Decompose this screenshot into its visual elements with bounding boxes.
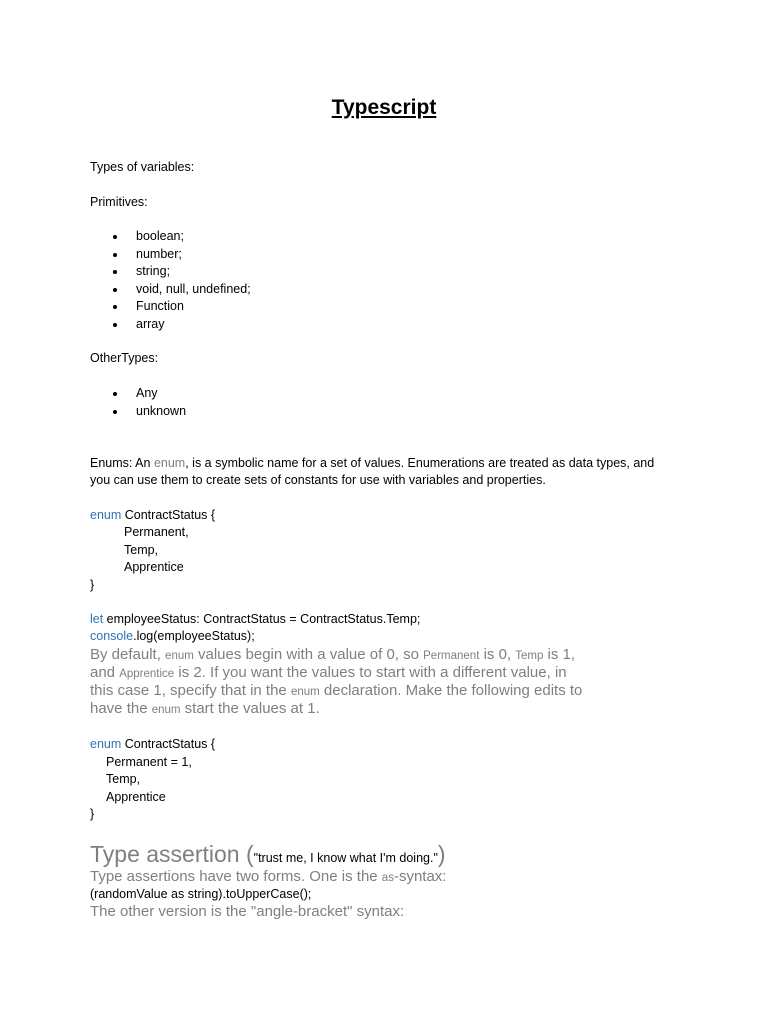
default-paragraph-line3 (90, 682, 582, 701)
text: is 0, (479, 646, 516, 663)
primitives-list (112, 228, 251, 333)
types-heading: Types of variables: (90, 160, 195, 174)
text: declaration. Make the following edits to (319, 682, 583, 699)
text: start the values at 1. (180, 700, 320, 717)
heading-text: ) (437, 841, 446, 867)
text: , is a symbolic name for a set of values. Enumerations are treated as data types, and (185, 456, 655, 470)
text: this case 1, specify that in the (90, 682, 291, 699)
keyword: enum (90, 508, 122, 522)
default-paragraph-line1 (90, 646, 575, 665)
page-title: Typescript (331, 96, 437, 119)
code-text: ContractStatus { (121, 737, 216, 751)
code-line (90, 628, 255, 645)
list-item: unknown (112, 403, 186, 421)
text: is 1, (543, 646, 576, 663)
keyword: console (90, 629, 134, 643)
code-line: Temp, (124, 543, 159, 557)
inline-code: enum (290, 686, 320, 698)
assertion-example-code: (randomValue as string).toUpperCase(); (90, 887, 312, 901)
keyword: enum (90, 737, 122, 751)
keyword: let (90, 612, 104, 626)
code-line: Apprentice (124, 560, 184, 574)
primitives-label: Primitives: (90, 195, 148, 209)
text: have the (90, 700, 152, 717)
code-line: } (90, 807, 95, 821)
other-types-list (112, 385, 186, 420)
text: Enums: An (90, 456, 154, 470)
text: Type assertions have two forms. One is the (90, 868, 382, 885)
default-paragraph-line4 (90, 700, 320, 719)
assertion-forms-line (90, 868, 446, 887)
text: By default, (90, 646, 166, 663)
inline-code: Temp (515, 650, 544, 662)
code-line: Temp, (106, 772, 141, 786)
inline-code: as (381, 872, 394, 884)
assertion-other-line: The other version is the "angle-bracket" syntax: (90, 903, 405, 920)
code-line: } (90, 578, 95, 592)
list-item: Function (112, 298, 251, 316)
inline-code: enum (165, 650, 194, 662)
code-line: Permanent = 1, (106, 755, 192, 769)
text: -syntax: (393, 868, 447, 885)
list-item: array (112, 316, 251, 334)
list-item: void, null, undefined; (112, 281, 251, 299)
code-line (90, 507, 215, 524)
inline-code: Apprentice (119, 668, 175, 680)
code-text: ContractStatus { (121, 508, 216, 522)
code-line (90, 611, 420, 628)
text: is 2. If you want the values to start with a different value, in (174, 664, 567, 681)
inline-code: enum (151, 704, 181, 716)
inline-code: Permanent (423, 650, 480, 662)
code-line: Permanent, (124, 525, 189, 539)
enums-paragraph-line2: you can use them to create sets of constants for use with variables and properties. (90, 473, 546, 487)
inline-code: enum (153, 456, 186, 470)
text: values begin with a value of 0, so (193, 646, 424, 663)
code-text: .log(employeeStatus); (133, 629, 255, 643)
list-item: Any (112, 385, 186, 403)
default-paragraph-line2 (90, 664, 567, 683)
code-line: Apprentice (106, 790, 166, 804)
list-item: number; (112, 246, 251, 264)
enums-paragraph-line1 (90, 455, 654, 472)
heading-quote: "trust me, I know what I'm doing." (253, 851, 438, 865)
code-line (90, 736, 215, 753)
text: and (90, 664, 120, 681)
code-text: employeeStatus: ContractStatus = ContractStatus.Temp; (103, 612, 421, 626)
list-item: boolean; (112, 228, 251, 246)
heading-text: Type assertion ( (90, 841, 254, 867)
other-types-label: OtherTypes: (90, 351, 159, 365)
list-item: string; (112, 263, 251, 281)
